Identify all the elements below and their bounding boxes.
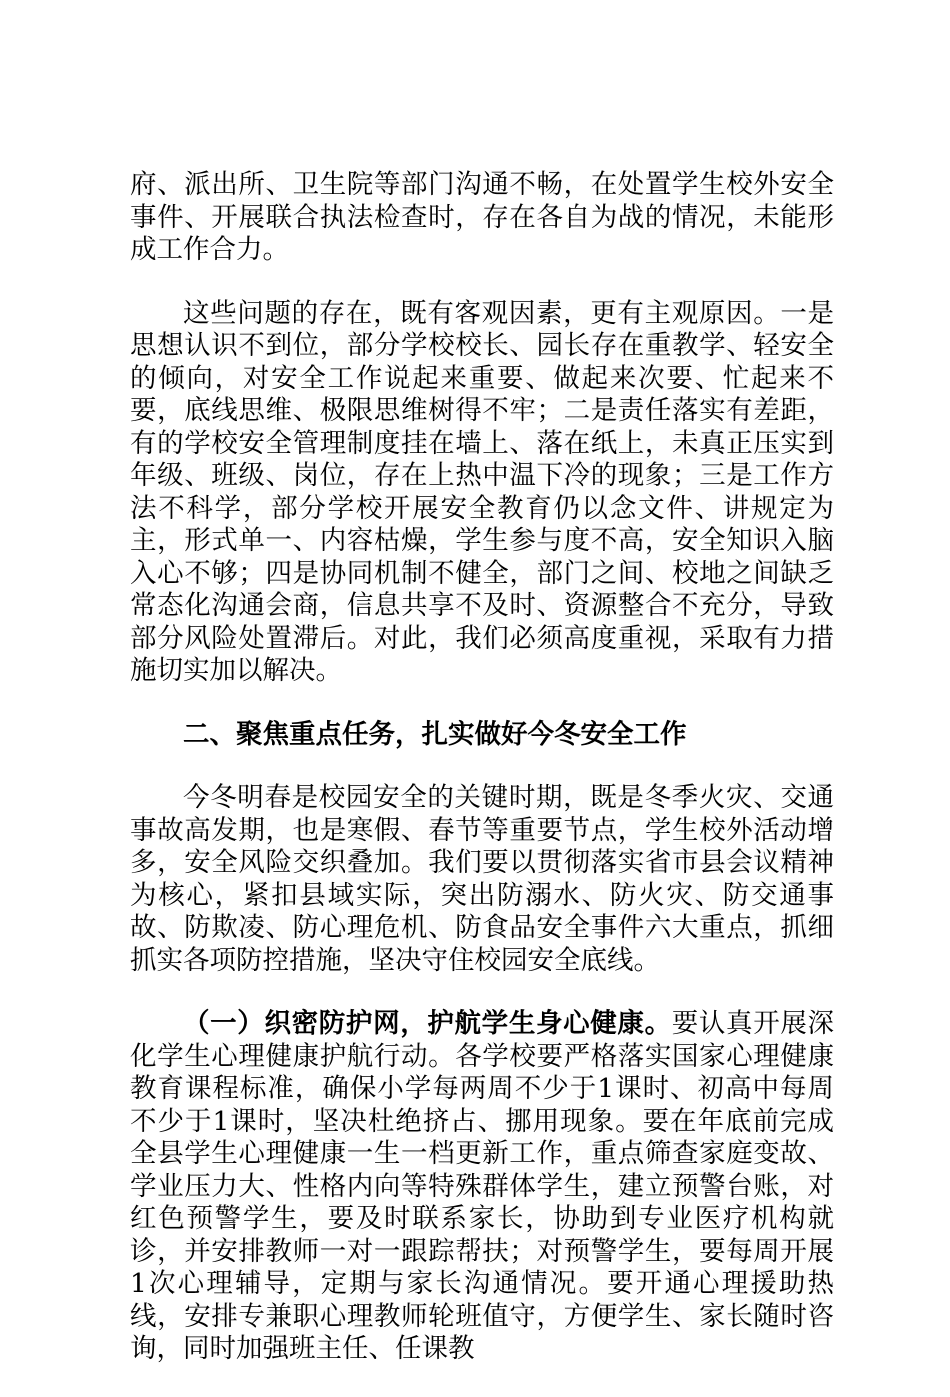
paragraph-causes: 这些问题的存在，既有客观因素，更有主观原因。一是思想认识不到位，部分学校校长、园长存在重教学、轻安全的倾向，对安全工作说起来重要、做起来次要、忙起来不要，底线思维、极限思维树得不牢；二是责任落实有差距，有的学校安全管理制度挂在墙上、落在纸上，未真正压实到年级、班级、岗位，存在上热中温下冷的现象；三是工作方法不科学，部分学校开展安全教育仍以念文件、讲规定为主，形式单一、内容枯燥，学生参与度不高，安全知识入脑入心不够；四是协同机制不健全，部门之间、校地之间缺乏常态化沟通会商，信息共享不及时、资源整合不充分，导致部分风险处置滞后。对此，我们必须高度重视，采取有力措施切实加以解决。 bbox=[130, 297, 834, 686]
subsection-paragraph bbox=[130, 1008, 834, 1366]
section-heading: 二、聚焦重点任务，扎实做好今冬安全工作 bbox=[183, 718, 687, 750]
subsection-body: 要认真开展深化学生心理健康护航行动。各学校要严格落实国家心理健康教育课程标准，确保小学每两周不少于1课时、初高中每周不少于1课时，坚决杜绝挤占、挪用现象。要在年底前完成全县学生心理健康一生一档更新工作，重点筛查家庭变故、学业压力大、性格内向等特殊群体学生，建立预警台账，对红色预警学生，要及时联系家长，协助到专业医疗机构就诊，并安排教师一对一跟踪帮扶；对预警学生，要每周开展1次心理辅导，定期与家长沟通情况。要开通心理援助热线，安排专兼职心理教师轮班值守，方便学生、家长随时咨询，同时加强班主任、任课教 bbox=[130, 1008, 835, 1364]
subsection-lead: （一）织密防护网，护航学生身心健康。 bbox=[183, 1008, 672, 1039]
section-intro-paragraph: 今冬明春是校园安全的关键时期，既是冬季火灾、交通事故高发期，也是寒假、春节等重要节点，学生校外活动增多，安全风险交织叠加。我们要以贯彻落实省市县会议精神为核心，紧扣县域实际，突出防溺水、防火灾、防交通事故、防欺凌、防心理危机、防食品安全事件六大重点，抓细抓实各项防控措施，坚决守住校园安全底线。 bbox=[130, 782, 834, 976]
paragraph-continued: 府、派出所、卫生院等部门沟通不畅，在处置学生校外安全事件、开展联合执法检查时，存在各自为战的情况，未能形成工作合力。 bbox=[130, 169, 834, 265]
document-page bbox=[130, 169, 834, 1397]
